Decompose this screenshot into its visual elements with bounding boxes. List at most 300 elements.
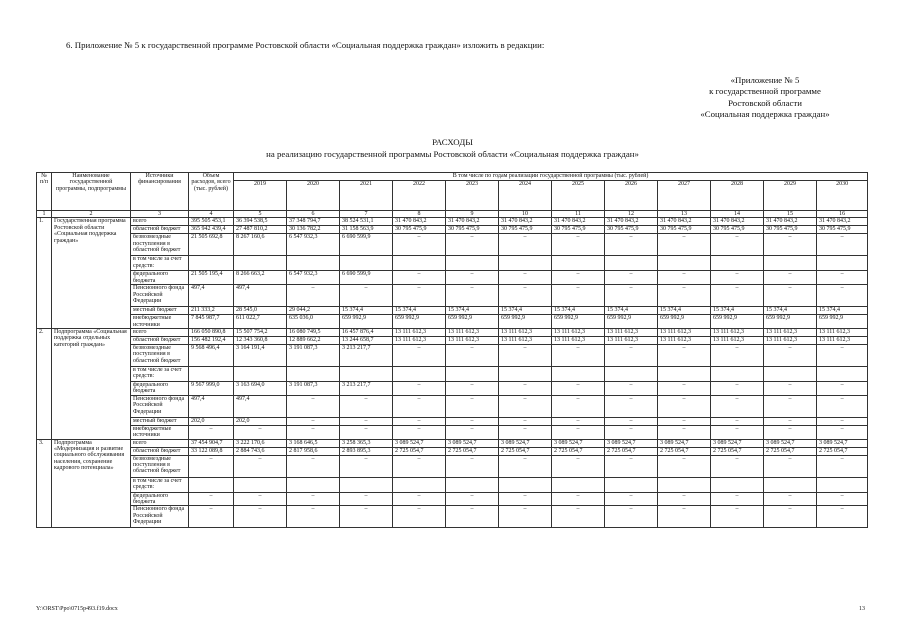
table-cell [764, 367, 817, 382]
table-cell [446, 256, 499, 271]
table-cell: 2 725 054,7 [552, 447, 605, 455]
table-cell: 30 795 475,9 [711, 226, 764, 234]
table-cell: – [605, 285, 658, 307]
table-row [37, 455, 868, 477]
table-cell: 2 725 054,7 [764, 447, 817, 455]
table-row [37, 492, 868, 506]
funding-source: федерального бюджета [131, 382, 189, 396]
table-cell: – [658, 492, 711, 506]
column-numbers-row [37, 211, 868, 218]
column-number: 14 [711, 211, 764, 218]
column-number: 8 [393, 211, 446, 218]
intro-text: 6. Приложение № 5 к государственной программе Ростовской области «Социальная поддержка граждан» изложить в редакции: [66, 40, 545, 50]
table-cell: – [446, 417, 499, 425]
table-cell: – [340, 417, 393, 425]
table-cell: 365 942 439,4 [189, 226, 234, 234]
table-cell: – [658, 417, 711, 425]
table-cell: – [711, 285, 764, 307]
table-cell [446, 367, 499, 382]
table-cell: 30 795 475,9 [658, 226, 711, 234]
table-cell: 37 348 794,7 [287, 218, 340, 226]
table-cell: 31 470 843,2 [499, 218, 552, 226]
table-cell [605, 256, 658, 271]
column-number: 5 [234, 211, 287, 218]
column-number: 13 [658, 211, 711, 218]
page-number: 13 [859, 606, 865, 612]
table-cell: 31 470 843,2 [764, 218, 817, 226]
table-cell: – [340, 506, 393, 528]
table-cell [287, 256, 340, 271]
table-cell: – [764, 417, 817, 425]
column-number: 1 [37, 211, 52, 218]
table-cell: – [340, 455, 393, 477]
section-name: Государственная программа Ростовской области «Социальная поддержка граждан» [52, 218, 131, 329]
header-year: 2023 [446, 181, 499, 211]
table-cell: – [552, 271, 605, 285]
table-cell: – [499, 455, 552, 477]
table-cell: – [499, 382, 552, 396]
table-cell: 2 725 054,7 [658, 447, 711, 455]
table-cell: 659 992,9 [340, 315, 393, 329]
column-number: 3 [131, 211, 189, 218]
table-cell: – [340, 395, 393, 417]
table-cell: 15 374,4 [446, 307, 499, 315]
table-cell: – [605, 455, 658, 477]
table-cell [287, 367, 340, 382]
table-cell: – [287, 506, 340, 528]
table-cell: – [711, 345, 764, 367]
table-cell: 2 725 054,7 [393, 447, 446, 455]
table-cell: 3 089 524,7 [658, 439, 711, 447]
table-cell: – [817, 417, 868, 425]
table-cell: 659 992,9 [817, 315, 868, 329]
table-cell: 659 992,9 [393, 315, 446, 329]
table-cell: – [658, 506, 711, 528]
table-cell: 13 111 612,3 [552, 329, 605, 337]
table-cell: 15 374,4 [711, 307, 764, 315]
table-cell: 30 795 475,9 [499, 226, 552, 234]
table-row [37, 271, 868, 285]
table-cell: – [446, 425, 499, 439]
table-cell: – [393, 285, 446, 307]
table-cell: – [340, 425, 393, 439]
table-row [37, 367, 868, 382]
table-row [37, 382, 868, 396]
table-cell: 3 164 191,4 [234, 345, 287, 367]
table-cell: – [499, 285, 552, 307]
funding-source: Пенсионного фонда Российской Федерации [131, 285, 189, 307]
table-cell: 9 567 999,0 [189, 382, 234, 396]
funding-source: внебюджетные источники [131, 425, 189, 439]
table-cell: 6 547 932,3 [287, 234, 340, 256]
table-cell: – [711, 425, 764, 439]
table-cell: – [817, 395, 868, 417]
table-cell: 31 158 563,9 [340, 226, 393, 234]
table-cell: 635 036,0 [287, 315, 340, 329]
table-cell [189, 477, 234, 492]
table-cell: – [552, 425, 605, 439]
table-cell: 659 992,9 [499, 315, 552, 329]
table-cell [234, 256, 287, 271]
table-row [37, 395, 868, 417]
table-cell: 659 992,9 [446, 315, 499, 329]
table-cell: – [711, 395, 764, 417]
table-cell: 13 111 612,3 [605, 337, 658, 345]
table-cell: 611 022,7 [234, 315, 287, 329]
table-cell [658, 367, 711, 382]
table-cell: – [393, 234, 446, 256]
table-cell: – [552, 492, 605, 506]
table-cell: 31 470 843,2 [393, 218, 446, 226]
table-cell: – [764, 506, 817, 528]
header-year: 2026 [605, 181, 658, 211]
table-cell: – [393, 417, 446, 425]
table-cell: – [287, 285, 340, 307]
header-years-group: В том числе по годам реализации государственной программы (тыс. рублей) [234, 173, 868, 181]
table-cell: – [499, 271, 552, 285]
table-cell: 16 080 749,5 [287, 329, 340, 337]
funding-source: Пенсионного фонда Российской Федерации [131, 506, 189, 528]
table-cell: 2 725 054,7 [605, 447, 658, 455]
table-cell: 15 507 754,2 [234, 329, 287, 337]
table-cell [817, 256, 868, 271]
table-cell: – [446, 395, 499, 417]
annex-line-4: «Социальная поддержка граждан» [700, 109, 830, 120]
table-cell: – [552, 345, 605, 367]
table-cell: – [552, 285, 605, 307]
table-cell: 12 889 662,2 [287, 337, 340, 345]
table-row [37, 506, 868, 528]
table-cell: 6 547 932,3 [287, 271, 340, 285]
table-cell: 211 333,2 [189, 307, 234, 315]
table-cell: – [499, 417, 552, 425]
table-cell: – [234, 425, 287, 439]
table-cell: 16 457 876,4 [340, 329, 393, 337]
section-number: 1. [37, 218, 52, 329]
table-row [37, 447, 868, 455]
table-cell: – [764, 285, 817, 307]
table-cell: 13 111 612,3 [711, 329, 764, 337]
section-name: Подпрограмма «Социальная поддержка отдельных категорий граждан» [52, 329, 131, 440]
table-cell: – [817, 345, 868, 367]
table-cell: 13 111 612,3 [764, 337, 817, 345]
table-cell: 3 191 087,3 [287, 382, 340, 396]
table-cell: – [393, 345, 446, 367]
table-cell: 13 111 612,3 [658, 337, 711, 345]
table-cell: – [552, 395, 605, 417]
table-cell: – [817, 285, 868, 307]
table-cell: – [764, 271, 817, 285]
table-cell: 13 111 612,3 [446, 337, 499, 345]
column-number: 7 [340, 211, 393, 218]
header-year: 2030 [817, 181, 868, 211]
table-cell: 13 244 658,7 [340, 337, 393, 345]
table-cell: 8 266 663,2 [234, 271, 287, 285]
table-cell: – [711, 271, 764, 285]
table-cell: – [817, 455, 868, 477]
table-cell: 31 470 843,2 [552, 218, 605, 226]
table-cell: 37 454 904,7 [189, 439, 234, 447]
annex-header [665, 75, 865, 121]
table-cell: 3 089 524,7 [605, 439, 658, 447]
table-cell: – [234, 492, 287, 506]
table-cell: – [287, 492, 340, 506]
table-cell: – [658, 425, 711, 439]
table-cell: 7 845 987,7 [189, 315, 234, 329]
table-cell: – [287, 425, 340, 439]
table-cell: 31 470 843,2 [817, 218, 868, 226]
table-row [37, 425, 868, 439]
header-volume: Объем расходов, всего (тыс. рублей) [189, 173, 234, 211]
table-cell: 30 795 475,9 [764, 226, 817, 234]
table-cell: 15 374,4 [393, 307, 446, 315]
table-cell: 659 992,9 [711, 315, 764, 329]
table-row [37, 329, 868, 337]
table-cell: 30 795 475,9 [393, 226, 446, 234]
table-cell: – [764, 395, 817, 417]
table-cell [817, 367, 868, 382]
funding-source: местный бюджет [131, 417, 189, 425]
section-number: 3. [37, 439, 52, 528]
table-cell: – [552, 455, 605, 477]
table-cell: 13 111 612,3 [552, 337, 605, 345]
table-cell: – [605, 492, 658, 506]
table-cell: – [711, 417, 764, 425]
table-cell [552, 256, 605, 271]
table-cell [499, 367, 552, 382]
table-cell: 497,4 [234, 395, 287, 417]
table-cell: 2 725 054,7 [817, 447, 868, 455]
funding-source: всего [131, 218, 189, 226]
table-cell: 13 111 612,3 [499, 329, 552, 337]
table-row [37, 345, 868, 367]
table-cell: – [552, 417, 605, 425]
table-cell: 15 374,4 [340, 307, 393, 315]
funding-source: областной бюджет [131, 226, 189, 234]
table-cell: – [393, 382, 446, 396]
funding-source: безвозмездные поступления в областной бюджет [131, 455, 189, 477]
table-cell: – [817, 506, 868, 528]
table-cell: 2 725 054,7 [499, 447, 552, 455]
table-cell: 31 470 843,2 [446, 218, 499, 226]
table-cell: – [764, 425, 817, 439]
table-cell: 202,0 [189, 417, 234, 425]
column-number: 15 [764, 211, 817, 218]
table-cell: 21 505 195,4 [189, 271, 234, 285]
table-cell: – [764, 234, 817, 256]
funding-source: областной бюджет [131, 447, 189, 455]
table-cell [817, 477, 868, 492]
table-cell: – [499, 492, 552, 506]
table-cell: – [658, 271, 711, 285]
column-number: 16 [817, 211, 868, 218]
column-number: 10 [499, 211, 552, 218]
header-year: 2019 [234, 181, 287, 211]
table-cell [393, 256, 446, 271]
table-cell: – [189, 455, 234, 477]
table-cell: – [605, 506, 658, 528]
column-number: 2 [52, 211, 131, 218]
table-cell: – [499, 506, 552, 528]
table-cell: 30 795 475,9 [605, 226, 658, 234]
table-cell: 497,4 [189, 395, 234, 417]
document-title: РАСХОДЫ [432, 137, 473, 147]
table-cell: 31 470 843,2 [605, 218, 658, 226]
table-cell: – [340, 285, 393, 307]
table-row [37, 285, 868, 307]
funding-source: местный бюджет [131, 307, 189, 315]
table-cell: 3 191 087,3 [287, 345, 340, 367]
table-cell: – [499, 425, 552, 439]
table-cell: – [658, 345, 711, 367]
table-cell: 13 111 612,3 [446, 329, 499, 337]
table-cell: 3 089 524,7 [711, 439, 764, 447]
table-cell: 15 374,4 [658, 307, 711, 315]
table-cell: 3 258 365,3 [340, 439, 393, 447]
table-cell: 36 394 538,5 [234, 218, 287, 226]
table-cell [605, 367, 658, 382]
table-cell [711, 477, 764, 492]
table-cell: – [189, 506, 234, 528]
table-cell [764, 477, 817, 492]
table-row [37, 226, 868, 234]
table-cell: – [446, 285, 499, 307]
table-cell: – [764, 382, 817, 396]
table-row [37, 315, 868, 329]
table-cell [658, 256, 711, 271]
table-cell: 15 374,4 [499, 307, 552, 315]
funding-source: Пенсионного фонда Российской Федерации [131, 395, 189, 417]
table-cell [499, 256, 552, 271]
funding-source: всего [131, 439, 189, 447]
column-number: 6 [287, 211, 340, 218]
table-cell: – [446, 492, 499, 506]
table-row [37, 256, 868, 271]
table-cell: – [287, 455, 340, 477]
table-cell [234, 477, 287, 492]
table-cell: 3 163 694,0 [234, 382, 287, 396]
table-row [37, 234, 868, 256]
table-cell: 659 992,9 [658, 315, 711, 329]
table-cell: 659 992,9 [552, 315, 605, 329]
table-cell: 13 111 612,3 [393, 337, 446, 345]
table-cell: 2 884 743,6 [234, 447, 287, 455]
table-cell: – [605, 234, 658, 256]
table-cell: 2 817 958,6 [287, 447, 340, 455]
header-year: 2020 [287, 181, 340, 211]
table-cell: – [552, 506, 605, 528]
table-cell: 15 374,4 [764, 307, 817, 315]
table-cell: – [446, 345, 499, 367]
table-cell [711, 367, 764, 382]
table-cell: – [287, 395, 340, 417]
table-cell: – [393, 271, 446, 285]
table-cell: 395 505 453,1 [189, 218, 234, 226]
funding-source: федерального бюджета [131, 492, 189, 506]
table-cell [234, 367, 287, 382]
table-cell: – [446, 506, 499, 528]
funding-source: областной бюджет [131, 337, 189, 345]
table-row [37, 477, 868, 492]
header-name: Наименование государственной программы, подпрограммы [52, 173, 131, 211]
table-cell: – [605, 395, 658, 417]
table-cell: 15 374,4 [552, 307, 605, 315]
table-cell: – [393, 395, 446, 417]
table-cell: – [711, 382, 764, 396]
funding-source: безвозмездные поступления в областной бюджет [131, 345, 189, 367]
table-cell [189, 256, 234, 271]
funding-source: в том числе за счет средств: [131, 256, 189, 271]
table-cell: – [446, 382, 499, 396]
table-cell: – [552, 234, 605, 256]
table-cell: – [817, 271, 868, 285]
header-year: 2024 [499, 181, 552, 211]
table-cell: – [605, 417, 658, 425]
table-cell: – [711, 506, 764, 528]
table-cell: 2 893 895,3 [340, 447, 393, 455]
table-cell: 156 482 192,4 [189, 337, 234, 345]
header-year: 2025 [552, 181, 605, 211]
table-row [37, 439, 868, 447]
table-cell: – [393, 506, 446, 528]
table-cell: 13 111 612,3 [764, 329, 817, 337]
table-cell: – [605, 345, 658, 367]
table-cell: 3 222 170,6 [234, 439, 287, 447]
table-cell [552, 477, 605, 492]
header-year: 2029 [764, 181, 817, 211]
table-cell: 13 111 612,3 [658, 329, 711, 337]
table-cell: – [658, 234, 711, 256]
expenses-table [36, 172, 868, 528]
table-cell: 3 089 524,7 [764, 439, 817, 447]
table-cell: – [499, 345, 552, 367]
table-cell: – [393, 455, 446, 477]
table-cell: – [764, 455, 817, 477]
table-cell: 202,0 [234, 417, 287, 425]
section-name: Подпрограмма «Модернизация и развитие социального обслуживания населения, сохранение кадрового потенциала» [52, 439, 131, 528]
table-cell: 29 044,2 [287, 307, 340, 315]
document-subtitle: на реализацию государственной программы Ростовской области «Социальная поддержка граждан» [266, 149, 639, 159]
table-cell: 30 795 475,9 [817, 226, 868, 234]
table-cell: 166 050 890,8 [189, 329, 234, 337]
table-cell: 30 795 475,9 [552, 226, 605, 234]
table-cell: – [605, 425, 658, 439]
table-cell: 13 111 612,3 [393, 329, 446, 337]
header-num: № п/п [37, 173, 52, 211]
table-cell [552, 367, 605, 382]
table-cell: 13 111 612,3 [711, 337, 764, 345]
table-cell [340, 367, 393, 382]
table-cell: 659 992,9 [605, 315, 658, 329]
table-cell: – [817, 382, 868, 396]
table-cell: 30 795 475,9 [446, 226, 499, 234]
table-cell: – [817, 425, 868, 439]
table-cell: 12 343 360,8 [234, 337, 287, 345]
table-cell: – [764, 492, 817, 506]
table-cell: – [658, 395, 711, 417]
table-cell: – [658, 285, 711, 307]
table-cell: 31 470 843,2 [658, 218, 711, 226]
table-cell: – [287, 417, 340, 425]
table-cell [605, 477, 658, 492]
table-cell: 8 267 160,6 [234, 234, 287, 256]
column-number: 4 [189, 211, 234, 218]
funding-source: безвозмездные поступления в областной бюджет [131, 234, 189, 256]
funding-source: в том числе за счет средств: [131, 367, 189, 382]
section-number: 2. [37, 329, 52, 440]
table-cell: 6 690 599,9 [340, 271, 393, 285]
table-cell: 9 568 496,4 [189, 345, 234, 367]
